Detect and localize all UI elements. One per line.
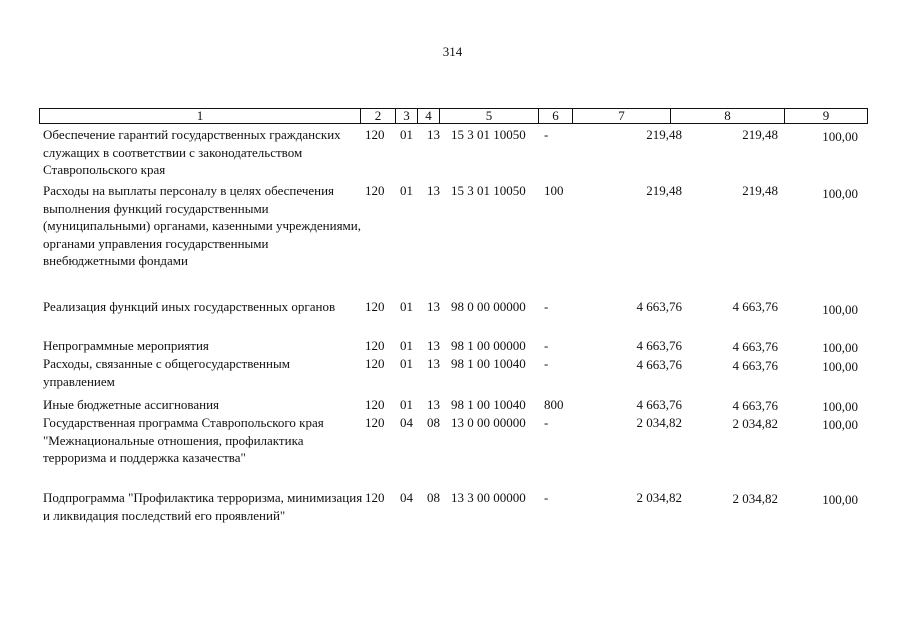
row-col-6: - <box>544 299 549 314</box>
row-col-7: 4 663,76 <box>636 338 682 353</box>
row-col-8: 4 663,76 <box>732 358 778 373</box>
row-col-5: 98 1 00 10040 <box>451 356 526 371</box>
row-col-7: 2 034,82 <box>636 415 682 430</box>
row-col-9: 100,00 <box>822 302 858 317</box>
row-col-5: 15 3 01 10050 <box>451 183 526 198</box>
row-col-2: 120 <box>365 127 385 142</box>
row-col-3: 04 <box>400 415 413 430</box>
row-col-5: 98 0 00 00000 <box>451 299 526 314</box>
row-col-5: 98 1 00 00000 <box>451 338 526 353</box>
row-name: Расходы на выплаты персоналу в целях обеспечения выполнения функций государственными (муниципальными) органами, казенными учреждениями, органами управления государственными внебюджетными фондами <box>43 183 361 268</box>
row-col-9: 100,00 <box>822 340 858 355</box>
row-col-6: - <box>544 415 549 430</box>
row-col-2: 120 <box>365 415 385 430</box>
row-col-3: 01 <box>400 299 413 314</box>
row-col-2: 120 <box>365 356 385 371</box>
row-col-9: 100,00 <box>822 417 858 432</box>
row-col-8: 219,48 <box>742 183 778 198</box>
row-col-2: 120 <box>365 397 385 412</box>
row-name: Непрограммные мероприятия <box>43 338 209 353</box>
row-col-9: 100,00 <box>822 186 858 201</box>
header-col-9: 9 <box>784 108 868 124</box>
row-col-8: 4 663,76 <box>732 398 778 413</box>
row-col-6: - <box>544 127 549 142</box>
row-col-5: 15 3 01 10050 <box>451 127 526 142</box>
row-col-5: 98 1 00 10040 <box>451 397 526 412</box>
header-col-8: 8 <box>670 108 784 124</box>
row-col-2: 120 <box>365 183 385 198</box>
row-col-6: - <box>544 490 549 505</box>
header-col-3: 3 <box>395 108 417 124</box>
row-col-4: 13 <box>427 183 440 198</box>
row-col-9: 100,00 <box>822 129 858 144</box>
row-col-3: 01 <box>400 356 413 371</box>
row-col-8: 219,48 <box>742 127 778 142</box>
row-col-6: 800 <box>544 397 564 412</box>
row-col-3: 01 <box>400 183 413 198</box>
row-name: Реализация функций иных государственных органов <box>43 299 336 314</box>
row-col-8: 4 663,76 <box>732 299 778 314</box>
row-col-4: 13 <box>427 356 440 371</box>
row-col-9: 100,00 <box>822 359 858 374</box>
row-col-4: 08 <box>427 490 440 505</box>
row-col-3: 01 <box>400 397 413 412</box>
row-col-4: 13 <box>427 127 440 142</box>
row-col-3: 01 <box>400 338 413 353</box>
row-name: Обеспечение гарантий государственных гражданских служащих в соответствии с законодательством Ставропольского края <box>43 127 341 177</box>
row-col-5: 13 0 00 00000 <box>451 415 526 430</box>
row-col-7: 4 663,76 <box>636 397 682 412</box>
row-col-9: 100,00 <box>822 492 858 507</box>
row-name: Государственная программа Ставропольского края "Межнациональные отношения, профилактика терроризма и поддержка казачества" <box>43 415 324 465</box>
row-col-4: 13 <box>427 299 440 314</box>
row-col-6: - <box>544 338 549 353</box>
row-col-8: 2 034,82 <box>732 491 778 506</box>
row-col-2: 120 <box>365 299 385 314</box>
row-col-4: 08 <box>427 415 440 430</box>
header-col-5: 5 <box>439 108 538 124</box>
row-col-7: 219,48 <box>646 183 682 198</box>
row-col-5: 13 3 00 00000 <box>451 490 526 505</box>
page-number: 314 <box>442 44 463 59</box>
header-col-4: 4 <box>417 108 439 124</box>
row-col-8: 4 663,76 <box>732 339 778 354</box>
row-name: Иные бюджетные ассигнования <box>43 397 220 412</box>
header-col-6: 6 <box>538 108 572 124</box>
header-col-2: 2 <box>360 108 395 124</box>
row-col-4: 13 <box>427 397 440 412</box>
row-col-3: 01 <box>400 127 413 142</box>
row-col-8: 2 034,82 <box>732 416 778 431</box>
row-col-4: 13 <box>427 338 440 353</box>
row-col-7: 219,48 <box>646 127 682 142</box>
row-name: Расходы, связанные с общегосударственным управлением <box>43 356 290 389</box>
header-col-7: 7 <box>572 108 670 124</box>
row-col-7: 2 034,82 <box>636 490 682 505</box>
row-col-9: 100,00 <box>822 399 858 414</box>
row-col-2: 120 <box>365 338 385 353</box>
row-col-2: 120 <box>365 490 385 505</box>
row-col-6: - <box>544 356 549 371</box>
row-name: Подпрограмма "Профилактика терроризма, минимизация и ликвидация последствий его проявлений" <box>43 490 363 523</box>
row-col-3: 04 <box>400 490 413 505</box>
row-col-6: 100 <box>544 183 564 198</box>
header-col-1: 1 <box>39 108 360 124</box>
row-col-7: 4 663,76 <box>636 357 682 372</box>
row-col-7: 4 663,76 <box>636 299 682 314</box>
